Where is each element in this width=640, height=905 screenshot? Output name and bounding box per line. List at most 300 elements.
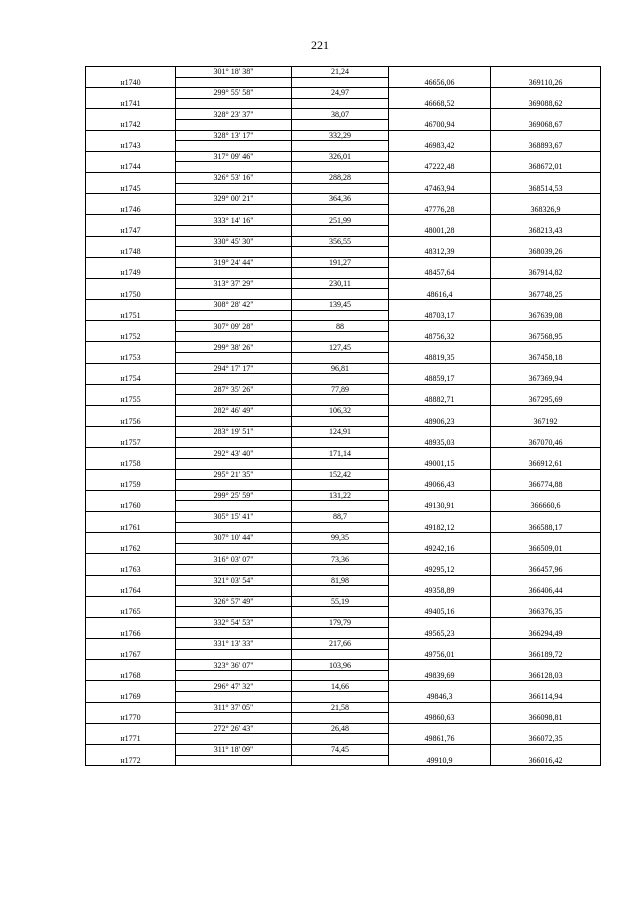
point-name-cell: [86, 617, 176, 628]
direction-angle-cell: 317° 09' 46": [176, 151, 292, 162]
segment-row: [86, 681, 601, 692]
distance-cell: 21,58: [292, 702, 389, 713]
y-coordinate-cell: [491, 702, 601, 713]
direction-angle-cell: 282° 46' 49": [176, 406, 292, 417]
point-name-cell: н1769: [86, 692, 176, 703]
y-coordinate-cell: [491, 723, 601, 734]
distance-cell: [292, 77, 389, 88]
point-name-cell: [86, 300, 176, 311]
point-name-cell: [86, 151, 176, 162]
y-coordinate-cell: 368039,26: [491, 247, 601, 258]
direction-angle-cell: [176, 670, 292, 681]
y-coordinate-cell: 366509,01: [491, 543, 601, 554]
y-coordinate-cell: 366098,81: [491, 713, 601, 724]
y-coordinate-cell: 368213,43: [491, 225, 601, 236]
distance-cell: [292, 628, 389, 639]
x-coordinate-cell: 46700,94: [389, 119, 491, 130]
x-coordinate-cell: 47222,48: [389, 162, 491, 173]
x-coordinate-cell: 47463,94: [389, 183, 491, 194]
y-coordinate-cell: 366294,49: [491, 628, 601, 639]
x-coordinate-cell: [389, 723, 491, 734]
distance-cell: [292, 607, 389, 618]
segment-row: [86, 660, 601, 671]
x-coordinate-cell: [389, 681, 491, 692]
segment-row: [86, 67, 601, 78]
coordinates-table-body: [86, 67, 601, 766]
x-coordinate-cell: 46656,06: [389, 77, 491, 88]
direction-angle-cell: [176, 353, 292, 364]
x-coordinate-cell: 49405,16: [389, 607, 491, 618]
direction-angle-cell: 308° 28' 42": [176, 300, 292, 311]
distance-cell: [292, 268, 389, 279]
direction-angle-cell: 328° 13' 17": [176, 130, 292, 141]
distance-cell: [292, 353, 389, 364]
point-name-cell: н1771: [86, 734, 176, 745]
direction-angle-cell: [176, 247, 292, 258]
point-name-cell: н1757: [86, 437, 176, 448]
point-name-cell: н1763: [86, 564, 176, 575]
segment-row: [86, 745, 601, 756]
y-coordinate-cell: [491, 363, 601, 374]
point-name-cell: [86, 745, 176, 756]
point-name-cell: [86, 257, 176, 268]
y-coordinate-cell: [491, 596, 601, 607]
y-coordinate-cell: [491, 278, 601, 289]
segment-row: [86, 469, 601, 480]
point-name-cell: [86, 490, 176, 501]
y-coordinate-cell: [491, 88, 601, 99]
y-coordinate-cell: 367295,69: [491, 395, 601, 406]
x-coordinate-cell: [389, 342, 491, 353]
distance-cell: 96,81: [292, 363, 389, 374]
x-coordinate-cell: 49066,43: [389, 480, 491, 491]
point-name-cell: [86, 109, 176, 120]
x-coordinate-cell: [389, 490, 491, 501]
distance-cell: 21,24: [292, 67, 389, 78]
point-name-cell: [86, 427, 176, 438]
x-coordinate-cell: 48935,03: [389, 437, 491, 448]
distance-cell: 364,36: [292, 194, 389, 205]
distance-cell: 73,36: [292, 554, 389, 565]
x-coordinate-cell: 49846,3: [389, 692, 491, 703]
distance-cell: 171,14: [292, 448, 389, 459]
direction-angle-cell: 272° 26' 43": [176, 723, 292, 734]
distance-cell: [292, 755, 389, 766]
point-name-cell: н1759: [86, 480, 176, 491]
point-name-cell: [86, 660, 176, 671]
direction-angle-cell: 301° 18' 38": [176, 67, 292, 78]
x-coordinate-cell: 48882,71: [389, 395, 491, 406]
x-coordinate-cell: 48859,17: [389, 374, 491, 385]
point-row: [86, 586, 601, 597]
x-coordinate-cell: [389, 151, 491, 162]
segment-row: [86, 215, 601, 226]
y-coordinate-cell: 369088,62: [491, 98, 601, 109]
distance-cell: [292, 289, 389, 300]
y-coordinate-cell: 367914,82: [491, 268, 601, 279]
distance-cell: [292, 501, 389, 512]
direction-angle-cell: 299° 55' 58": [176, 88, 292, 99]
point-row: [86, 522, 601, 533]
x-coordinate-cell: [389, 575, 491, 586]
point-row: [86, 77, 601, 88]
segment-row: [86, 448, 601, 459]
point-name-cell: [86, 172, 176, 183]
direction-angle-cell: 294° 17' 17": [176, 363, 292, 374]
point-row: [86, 119, 601, 130]
point-row: [86, 289, 601, 300]
segment-row: [86, 109, 601, 120]
x-coordinate-cell: 49861,76: [389, 734, 491, 745]
point-row: [86, 225, 601, 236]
distance-cell: [292, 141, 389, 152]
distance-cell: [292, 183, 389, 194]
y-coordinate-cell: [491, 151, 601, 162]
point-row: [86, 141, 601, 152]
coordinates-table: [85, 66, 601, 766]
point-row: [86, 204, 601, 215]
y-coordinate-cell: [491, 321, 601, 332]
direction-angle-cell: 307° 09' 28": [176, 321, 292, 332]
y-coordinate-cell: [491, 639, 601, 650]
x-coordinate-cell: [389, 194, 491, 205]
point-row: [86, 98, 601, 109]
y-coordinate-cell: [491, 745, 601, 756]
direction-angle-cell: 307° 10' 44": [176, 533, 292, 544]
y-coordinate-cell: [491, 300, 601, 311]
point-name-cell: [86, 469, 176, 480]
x-coordinate-cell: [389, 511, 491, 522]
segment-row: [86, 596, 601, 607]
distance-cell: [292, 713, 389, 724]
point-row: [86, 268, 601, 279]
distance-cell: [292, 310, 389, 321]
point-name-cell: [86, 215, 176, 226]
y-coordinate-cell: [491, 448, 601, 459]
point-name-cell: н1767: [86, 649, 176, 660]
distance-cell: 77,89: [292, 384, 389, 395]
point-name-cell: [86, 363, 176, 374]
point-name-cell: [86, 130, 176, 141]
segment-row: [86, 723, 601, 734]
y-coordinate-cell: 369110,26: [491, 77, 601, 88]
y-coordinate-cell: 366588,17: [491, 522, 601, 533]
x-coordinate-cell: 48906,23: [389, 416, 491, 427]
distance-cell: 106,32: [292, 406, 389, 417]
y-coordinate-cell: [491, 511, 601, 522]
direction-angle-cell: [176, 628, 292, 639]
direction-angle-cell: [176, 543, 292, 554]
distance-cell: 326,01: [292, 151, 389, 162]
point-row: [86, 480, 601, 491]
direction-angle-cell: [176, 204, 292, 215]
x-coordinate-cell: [389, 406, 491, 417]
distance-cell: [292, 247, 389, 258]
x-coordinate-cell: [389, 596, 491, 607]
y-coordinate-cell: 366072,35: [491, 734, 601, 745]
y-coordinate-cell: 367070,46: [491, 437, 601, 448]
distance-cell: 179,79: [292, 617, 389, 628]
point-name-cell: н1755: [86, 395, 176, 406]
y-coordinate-cell: 367458,18: [491, 353, 601, 364]
direction-angle-cell: 311° 37' 05": [176, 702, 292, 713]
direction-angle-cell: 326° 53' 16": [176, 172, 292, 183]
x-coordinate-cell: 49910,9: [389, 755, 491, 766]
y-coordinate-cell: [491, 554, 601, 565]
point-name-cell: н1745: [86, 183, 176, 194]
y-coordinate-cell: [491, 342, 601, 353]
point-row: [86, 501, 601, 512]
point-name-cell: н1764: [86, 586, 176, 597]
distance-cell: 14,66: [292, 681, 389, 692]
direction-angle-cell: [176, 755, 292, 766]
point-row: [86, 628, 601, 639]
segment-row: [86, 88, 601, 99]
point-row: [86, 353, 601, 364]
y-coordinate-cell: [491, 67, 601, 78]
point-name-cell: н1748: [86, 247, 176, 258]
y-coordinate-cell: 366457,96: [491, 564, 601, 575]
distance-cell: 217,66: [292, 639, 389, 650]
x-coordinate-cell: 48819,35: [389, 353, 491, 364]
x-coordinate-cell: 49565,23: [389, 628, 491, 639]
point-name-cell: н1758: [86, 458, 176, 469]
distance-cell: [292, 437, 389, 448]
distance-cell: 139,45: [292, 300, 389, 311]
x-coordinate-cell: [389, 427, 491, 438]
point-name-cell: [86, 596, 176, 607]
point-row: [86, 416, 601, 427]
x-coordinate-cell: [389, 469, 491, 480]
direction-angle-cell: [176, 564, 292, 575]
point-name-cell: н1747: [86, 225, 176, 236]
x-coordinate-cell: 48756,32: [389, 331, 491, 342]
point-name-cell: [86, 88, 176, 99]
segment-row: [86, 639, 601, 650]
point-name-cell: н1740: [86, 77, 176, 88]
y-coordinate-cell: [491, 236, 601, 247]
direction-angle-cell: 296° 47' 32": [176, 681, 292, 692]
distance-cell: 332,29: [292, 130, 389, 141]
x-coordinate-cell: 49358,89: [389, 586, 491, 597]
direction-angle-cell: [176, 77, 292, 88]
y-coordinate-cell: 366189,72: [491, 649, 601, 660]
direction-angle-cell: 332° 54' 53": [176, 617, 292, 628]
direction-angle-cell: 326° 57' 49": [176, 596, 292, 607]
direction-angle-cell: [176, 289, 292, 300]
direction-angle-cell: 331° 13' 33": [176, 639, 292, 650]
direction-angle-cell: 328° 23' 37": [176, 109, 292, 120]
point-row: [86, 458, 601, 469]
y-coordinate-cell: 368514,53: [491, 183, 601, 194]
x-coordinate-cell: 49182,12: [389, 522, 491, 533]
point-name-cell: [86, 575, 176, 586]
direction-angle-cell: 323° 36' 07": [176, 660, 292, 671]
point-name-cell: н1749: [86, 268, 176, 279]
distance-cell: [292, 395, 389, 406]
segment-row: [86, 533, 601, 544]
direction-angle-cell: 299° 25' 59": [176, 490, 292, 501]
direction-angle-cell: [176, 162, 292, 173]
distance-cell: 24,97: [292, 88, 389, 99]
point-row: [86, 649, 601, 660]
point-row: [86, 162, 601, 173]
point-name-cell: н1750: [86, 289, 176, 300]
y-coordinate-cell: [491, 660, 601, 671]
y-coordinate-cell: [491, 575, 601, 586]
y-coordinate-cell: 366660,6: [491, 501, 601, 512]
segment-row: [86, 172, 601, 183]
direction-angle-cell: 311° 18' 09": [176, 745, 292, 756]
x-coordinate-cell: 48001,28: [389, 225, 491, 236]
distance-cell: [292, 119, 389, 130]
point-row: [86, 755, 601, 766]
distance-cell: [292, 649, 389, 660]
segment-row: [86, 702, 601, 713]
distance-cell: [292, 374, 389, 385]
distance-cell: [292, 692, 389, 703]
point-name-cell: н1753: [86, 353, 176, 364]
direction-angle-cell: 299° 38' 26": [176, 342, 292, 353]
point-name-cell: [86, 406, 176, 417]
y-coordinate-cell: [491, 384, 601, 395]
x-coordinate-cell: [389, 215, 491, 226]
point-name-cell: н1762: [86, 543, 176, 554]
y-coordinate-cell: 367369,94: [491, 374, 601, 385]
y-coordinate-cell: 367639,08: [491, 310, 601, 321]
x-coordinate-cell: 47776,28: [389, 204, 491, 215]
point-row: [86, 607, 601, 618]
direction-angle-cell: [176, 480, 292, 491]
y-coordinate-cell: 367568,95: [491, 331, 601, 342]
y-coordinate-cell: 368326,9: [491, 204, 601, 215]
distance-cell: 26,48: [292, 723, 389, 734]
point-name-cell: н1761: [86, 522, 176, 533]
point-name-cell: н1772: [86, 755, 176, 766]
point-row: [86, 310, 601, 321]
x-coordinate-cell: [389, 702, 491, 713]
direction-angle-cell: [176, 437, 292, 448]
distance-cell: 88,7: [292, 511, 389, 522]
distance-cell: 124,91: [292, 427, 389, 438]
segment-row: [86, 342, 601, 353]
point-row: [86, 247, 601, 258]
y-coordinate-cell: 366016,42: [491, 755, 601, 766]
x-coordinate-cell: 46983,42: [389, 141, 491, 152]
distance-cell: [292, 331, 389, 342]
point-name-cell: н1752: [86, 331, 176, 342]
distance-cell: 356,55: [292, 236, 389, 247]
y-coordinate-cell: [491, 130, 601, 141]
x-coordinate-cell: 46668,52: [389, 98, 491, 109]
point-name-cell: [86, 448, 176, 459]
distance-cell: [292, 522, 389, 533]
y-coordinate-cell: 368893,67: [491, 141, 601, 152]
direction-angle-cell: [176, 522, 292, 533]
direction-angle-cell: [176, 416, 292, 427]
segment-row: [86, 575, 601, 586]
x-coordinate-cell: [389, 67, 491, 78]
y-coordinate-cell: [491, 469, 601, 480]
x-coordinate-cell: [389, 363, 491, 374]
direction-angle-cell: 283° 19' 51": [176, 427, 292, 438]
point-name-cell: [86, 554, 176, 565]
x-coordinate-cell: [389, 321, 491, 332]
direction-angle-cell: 316° 03' 07": [176, 554, 292, 565]
point-name-cell: [86, 723, 176, 734]
direction-angle-cell: [176, 713, 292, 724]
point-name-cell: [86, 194, 176, 205]
point-name-cell: н1742: [86, 119, 176, 130]
x-coordinate-cell: 49860,63: [389, 713, 491, 724]
point-name-cell: [86, 702, 176, 713]
distance-cell: [292, 98, 389, 109]
segment-row: [86, 427, 601, 438]
point-name-cell: н1770: [86, 713, 176, 724]
x-coordinate-cell: [389, 109, 491, 120]
point-row: [86, 734, 601, 745]
point-name-cell: [86, 639, 176, 650]
segment-row: [86, 617, 601, 628]
direction-angle-cell: [176, 310, 292, 321]
direction-angle-cell: [176, 458, 292, 469]
direction-angle-cell: [176, 183, 292, 194]
direction-angle-cell: 329° 00' 21": [176, 194, 292, 205]
distance-cell: [292, 543, 389, 554]
y-coordinate-cell: [491, 490, 601, 501]
x-coordinate-cell: 49295,12: [389, 564, 491, 575]
y-coordinate-cell: [491, 109, 601, 120]
direction-angle-cell: 330° 45' 30": [176, 236, 292, 247]
segment-row: [86, 151, 601, 162]
segment-row: [86, 321, 601, 332]
direction-angle-cell: 305° 15' 41": [176, 511, 292, 522]
point-name-cell: н1743: [86, 141, 176, 152]
direction-angle-cell: 295° 21' 35": [176, 469, 292, 480]
y-coordinate-cell: 368672,01: [491, 162, 601, 173]
y-coordinate-cell: [491, 617, 601, 628]
segment-row: [86, 363, 601, 374]
distance-cell: 103,96: [292, 660, 389, 671]
segment-row: [86, 194, 601, 205]
direction-angle-cell: [176, 119, 292, 130]
y-coordinate-cell: 369068,67: [491, 119, 601, 130]
point-name-cell: н1741: [86, 98, 176, 109]
point-name-cell: н1760: [86, 501, 176, 512]
y-coordinate-cell: 366774,88: [491, 480, 601, 491]
distance-cell: 88: [292, 321, 389, 332]
point-name-cell: [86, 342, 176, 353]
x-coordinate-cell: [389, 257, 491, 268]
direction-angle-cell: [176, 586, 292, 597]
segment-row: [86, 490, 601, 501]
x-coordinate-cell: [389, 554, 491, 565]
direction-angle-cell: 321° 03' 54": [176, 575, 292, 586]
x-coordinate-cell: [389, 384, 491, 395]
distance-cell: 251,99: [292, 215, 389, 226]
direction-angle-cell: [176, 268, 292, 279]
distance-cell: 191,27: [292, 257, 389, 268]
distance-cell: [292, 458, 389, 469]
segment-row: [86, 406, 601, 417]
x-coordinate-cell: [389, 278, 491, 289]
distance-cell: [292, 162, 389, 173]
distance-cell: [292, 480, 389, 491]
point-name-cell: н1754: [86, 374, 176, 385]
segment-row: [86, 257, 601, 268]
point-row: [86, 183, 601, 194]
x-coordinate-cell: [389, 617, 491, 628]
